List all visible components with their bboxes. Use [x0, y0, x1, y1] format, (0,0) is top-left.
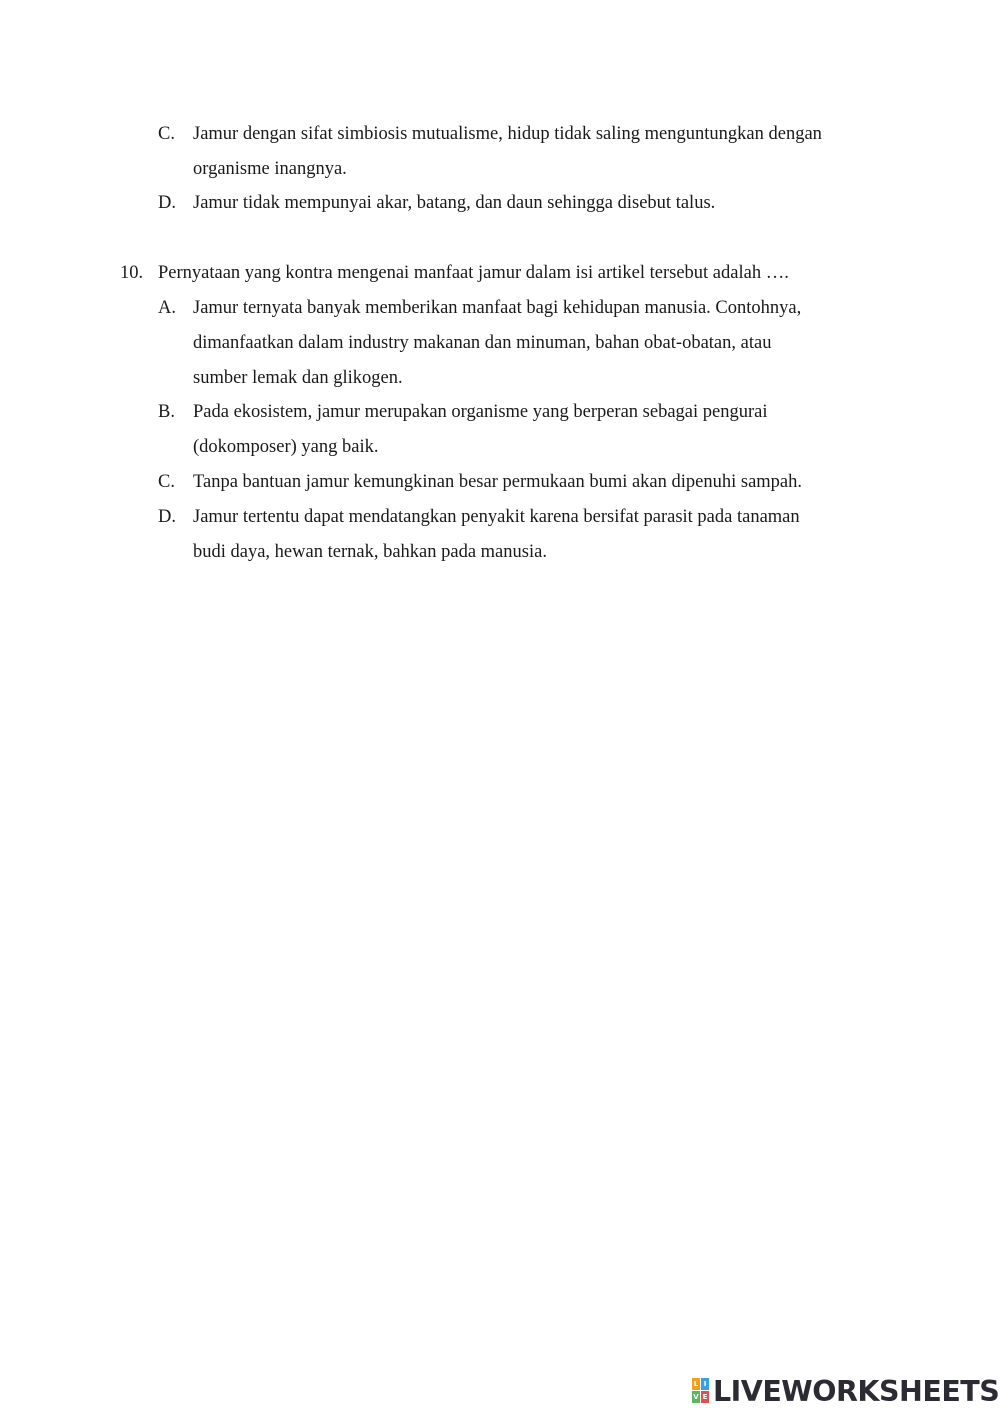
option-text: (dokomposer) yang baik.: [193, 437, 379, 457]
option-text: sumber lemak dan glikogen.: [193, 368, 403, 388]
question-number: 10.: [120, 263, 144, 283]
option-label: D.: [158, 507, 176, 527]
liveworksheets-logo-text: LIVEWORKSHEETS: [713, 1374, 1000, 1408]
question-text: Pernyataan yang kontra mengenai manfaat jamur dalam isi artikel tersebut adalah ….: [158, 263, 789, 283]
option-label: D.: [158, 193, 176, 213]
option-text: Jamur tidak mempunyai akar, batang, dan daun sehingga disebut talus.: [193, 193, 716, 213]
option-label: C.: [158, 124, 175, 144]
option-label: B.: [158, 402, 175, 422]
option-text: dimanfaatkan dalam industry makanan dan minuman, bahan obat-obatan, atau: [193, 333, 772, 353]
option-label: C.: [158, 472, 175, 492]
liveworksheets-logo-icon: L I V E: [693, 1380, 708, 1401]
option-text: organisme inangnya.: [193, 159, 347, 179]
option-text: Tanpa bantuan jamur kemungkinan besar permukaan bumi akan dipenuhi sampah.: [193, 472, 803, 492]
option-text: Pada ekosistem, jamur merupakan organisme yang berperan sebagai pengurai: [193, 402, 768, 422]
option-text: Jamur tertentu dapat mendatangkan penyakit karena bersifat parasit pada tanaman: [193, 507, 800, 527]
option-text: Jamur ternyata banyak memberikan manfaat bagi kehidupan manusia. Contohnya,: [193, 298, 802, 318]
option-text: Jamur dengan sifat simbiosis mutualisme, hidup tidak saling menguntungkan dengan: [193, 124, 822, 144]
option-text: budi daya, hewan ternak, bahkan pada manusia.: [193, 542, 547, 562]
liveworksheets-logo[interactable]: [692, 1374, 999, 1408]
option-label: A.: [158, 298, 176, 318]
